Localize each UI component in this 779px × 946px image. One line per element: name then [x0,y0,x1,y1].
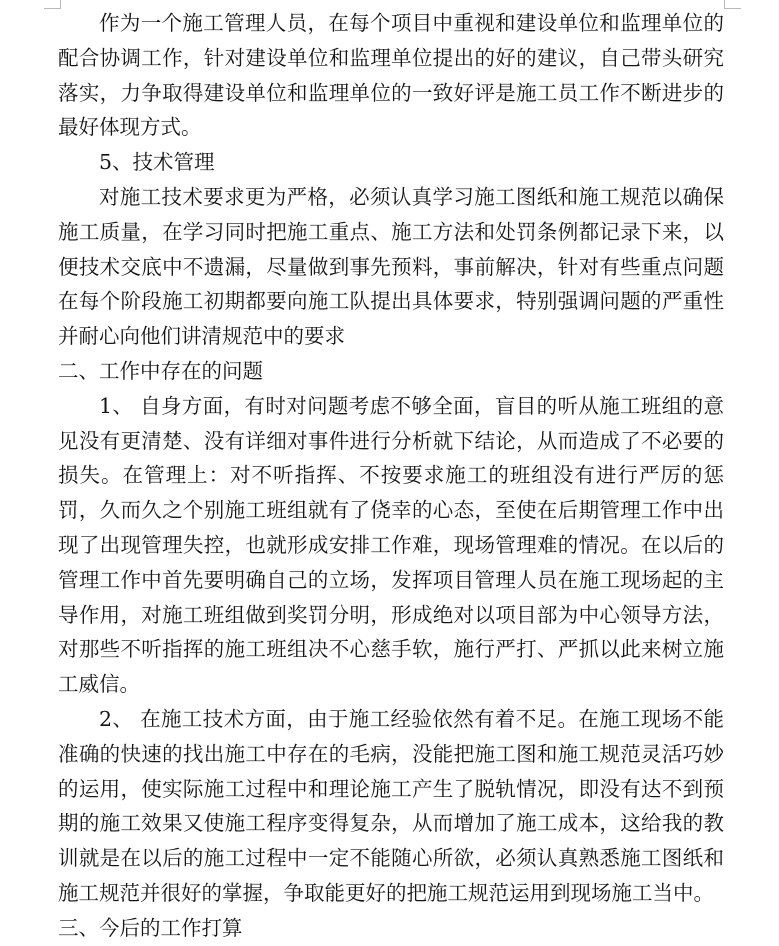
heading-future-plans: 三、今后的工作打算 [58,915,243,940]
paragraph-coordination: 作为一个施工管理人员，在每个项目中重视和建设单位和监理单位的配合协调工作，针对建设单位和监理单位提出的好的建议，自己带头研究落实，力争取得建设单位和监理单位的一致好评是施工员工作不断进步的最好体现方式。 [58,11,724,140]
paragraph-technical-requirements: 对施工技术要求更为严格，必须认真学习施工图纸和施工规范以确保施工质量，在学习同时把施工重点、施工方法和处罚条例都记录下来，以便技术交底中不遗漏，尽量做到事先预料，事前解决，针对有些重点问题在每个阶段施工初期都要向施工队提出具体要求，特别强调问题的严重性并耐心向他们讲清规范中的要求 [58,184,724,349]
heading-technical-management: 5、技术管理 [99,150,215,175]
margin-corner-mark-right [724,0,741,9]
document-body [58,6,724,946]
paragraph-construction-technique: 2、 在施工技术方面，由于施工经验依然有着不足。在施工现场不能准确的快速的找出施工中存在的毛病，没能把施工图和施工规范灵活巧妙的运用，使实际施工过程中和理论施工产生了脱轨情况，即没有达不到预期的施工效果又使施工程序变得复杂，从而增加了施工成本，这给我的教训就是在以后的施工过程中一定不能随心所欲，必须认真熟悉施工图纸和施工规范并很好的掌握，争取能更好的把施工规范运用到现场施工当中。 [58,706,724,905]
paragraph-self-aspect: 1、 自身方面，有时对问题考虑不够全面，盲目的听从施工班组的意见没有更清楚、没有详细对事件进行分析就下结论，从而造成了不必要的损失。在管理上：对不听指挥、不按要求施工的班组没有进行严厉的惩罚，久而久之个别施工班组就有了侥幸的心态，至使在后期管理工作中出现了出现管理失控，也就形成安排工作难，现场管理难的情况。在以后的管理工作中首先要明确自己的立场，发挥项目管理人员在施工现场起的主导作用，对施工班组做到奖罚分明，形成绝对以项目部为中心领导方法，对那些不听指挥的施工班组决不心慈手软，施行严打、严抓以此来树立施工威信。 [58,393,724,697]
heading-existing-problems: 二、工作中存在的问题 [58,358,263,383]
